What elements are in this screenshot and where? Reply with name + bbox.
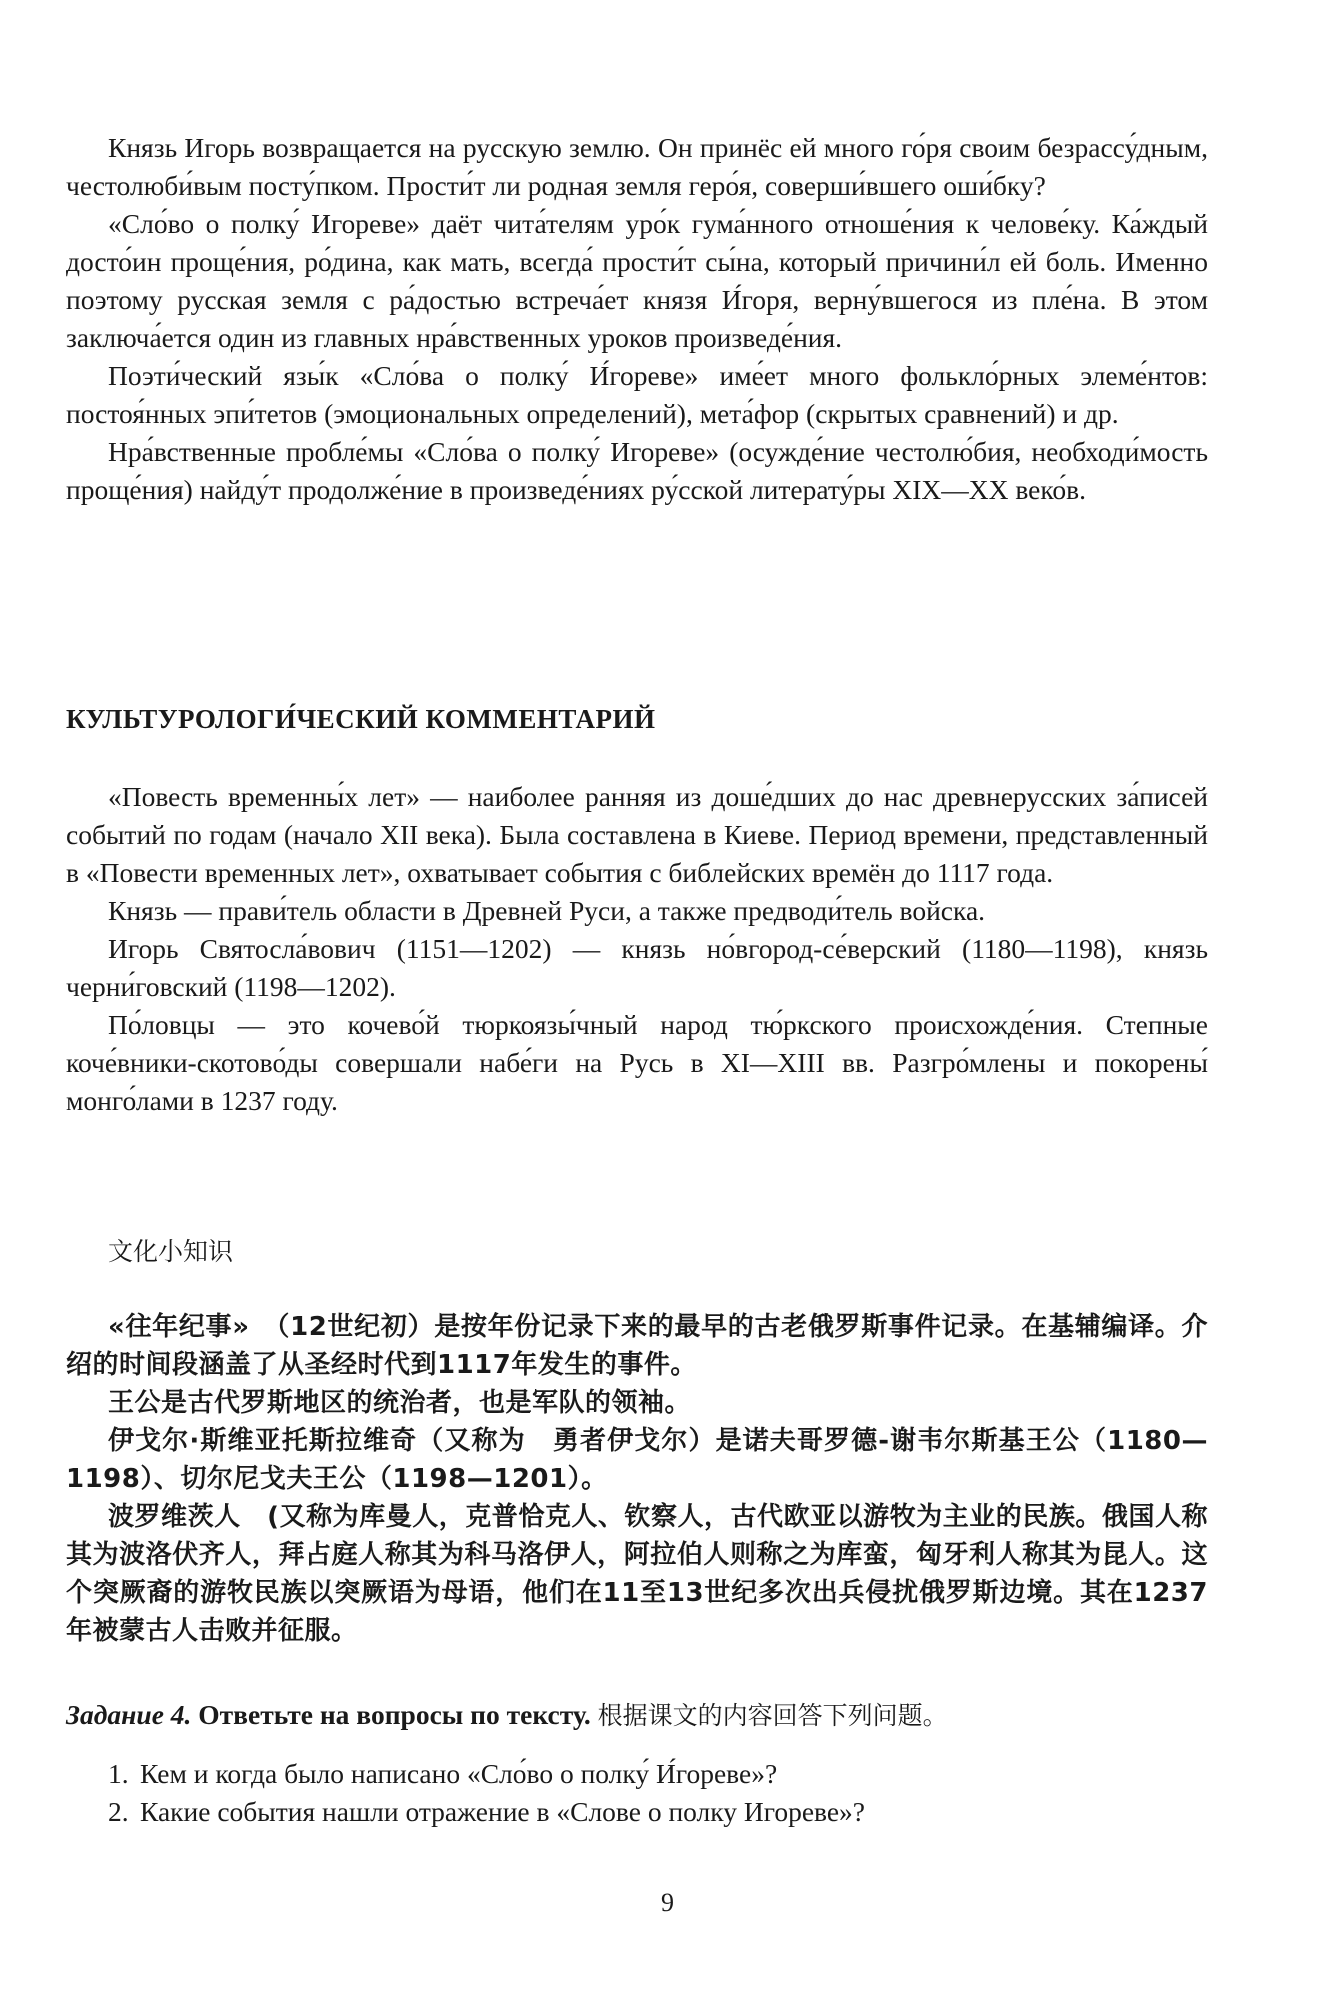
chinese-section [66, 1232, 1208, 1268]
question-text: Кем и когда было написано «Сло́во о полку́ И́гореве»? [140, 1758, 778, 1789]
paragraph: По́ловцы — это кочево́й тюркоязы́чный народ тю́ркского происхожде́ния. Степные коче́вники-скотово́ды совершали набе́ги на Русь в XI—XIII вв. Разгро́млены и покорены́ монго́лами в 1237 году. [66, 1009, 1208, 1116]
question-number: 1. [108, 1758, 129, 1789]
paragraph: «Повесть временны́х лет» — наиболее ранняя из доше́дших до нас древнерусских за́писей событий по годам (начало XII века). Была составлена в Киеве. Период времени, представленный в «Повести временных лет», охватывает события с библейских времён до 1117 года. [66, 781, 1208, 888]
paragraph: Нра́вственные пробле́мы «Сло́ва о полку́ Игореве» (осужде́ние честолю́бия, необходи́мость проще́ния) найду́т продолже́ние в произведе́ниях ру́сской литерату́ры XIX—XX веко́в. [66, 436, 1208, 505]
question-list [66, 1755, 1208, 1831]
commentary-section [66, 700, 1208, 738]
task-section [66, 1696, 1208, 1831]
question-number: 2. [108, 1796, 129, 1827]
task-heading [66, 1696, 1208, 1735]
page-number: 9 [661, 1888, 674, 1917]
commentary-body [66, 778, 1208, 1120]
paragraph: Игорь Святосла́вович (1151—1202) — князь но́вгород-се́верский (1180—1198), князь черни́говский (1198—1202). [66, 933, 1208, 1002]
main-text [66, 129, 1208, 509]
chinese-body [66, 1308, 1208, 1650]
list-item [66, 1793, 1208, 1831]
task-instruction-zh: 根据课文的内容回答下列问题。 [597, 1701, 948, 1730]
paragraph: 伊戈尔·斯维亚托斯拉维奇（又称为 勇者伊戈尔）是诺夫哥罗德-谢韦尔斯基王公（1180—1198）、切尔尼戈夫王公（1198—1201）。 [66, 1426, 1208, 1494]
list-item [66, 1755, 1208, 1793]
section-heading: КУЛЬТУРОЛОГИ́ЧЕСКИЙ КОММЕНТАРИЙ [66, 704, 656, 734]
paragraph: Поэти́ческий язы́к «Сло́ва о полку́ И́гореве» име́ет много фолькло́рных элеме́нтов: постоя́нных эпи́тетов (эмоциональных определений), мета́фор (скрытых сравнений) и др. [66, 360, 1208, 429]
paragraph: «往年纪事» （12世纪初）是按年份记录下来的最早的古老俄罗斯事件记录。在基辅编译。介绍的时间段涵盖了从圣经时代到1117年发生的事件。 [66, 1312, 1208, 1380]
paragraph: 波罗维茨人 (又称为库曼人，克普恰克人、钦察人，古代欧亚以游牧为主业的民族。俄国人称其为波洛伏齐人，拜占庭人称其为科马洛伊人，阿拉伯人则称之为库蛮，匈牙利人称其为昆人。这个突厥裔的游牧民族以突厥语为母语，他们在11至13世纪多次出兵侵扰俄罗斯边境。其在1237年被蒙古人击败并征服。 [66, 1502, 1208, 1646]
paragraph: «Сло́во о полку́ Игореве» даёт чита́телям уро́к гума́нного отноше́ния к челове́ку. Ка́ждый досто́ин проще́ния, ро́дина, как мать, всегда́ прости́т сы́на, который причини́л ей боль. Именно поэтому русская земля с ра́достью встреча́ет князя И́горя, верну́вшегося из пле́на. В этом заключа́ется один из главных нра́вственных уроков произведе́ния. [66, 208, 1208, 353]
chinese-heading: 文化小知识 [108, 1237, 234, 1266]
question-text: Какие события нашли отражение в «Слове о полку Игореве»? [140, 1796, 866, 1827]
paragraph: Князь Игорь возвращается на русскую землю. Он принёс ей много го́ря своим безрассу́дным, честолюби́вым посту́пком. Прости́т ли родная земля геро́я, соверши́вшего оши́бку? [66, 132, 1208, 201]
task-label: Задание 4. [66, 1699, 192, 1730]
paragraph: Князь — прави́тель области в Древней Руси, а также предводи́тель войска. [108, 895, 986, 926]
paragraph: 王公是古代罗斯地区的统治者，也是军队的领袖。 [108, 1388, 692, 1418]
task-instruction: Ответьте на вопросы по тексту. [198, 1699, 591, 1730]
